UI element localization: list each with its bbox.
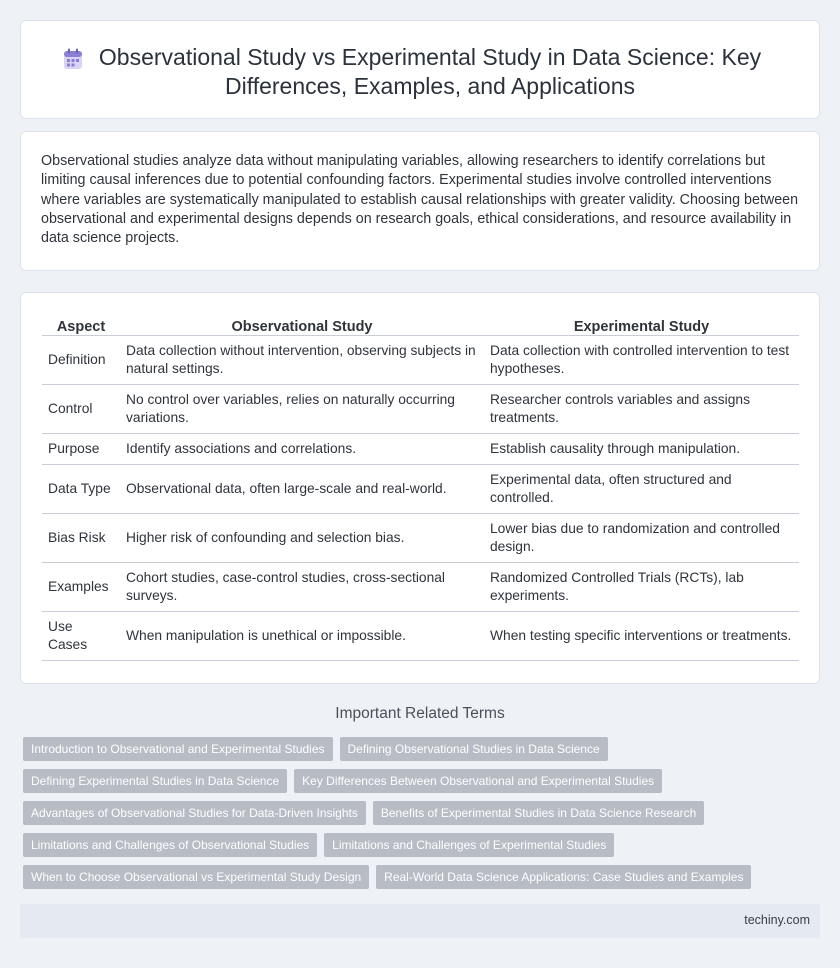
experimental-cell: Researcher controls variables and assigns treatments. [484,385,799,434]
experimental-cell: Randomized Controlled Trials (RCTs), lab experiments. [484,563,799,612]
aspect-cell: Data Type [42,465,120,514]
related-term-tag[interactable]: Defining Experimental Studies in Data Science [23,769,287,793]
comparison-card [20,292,820,684]
intro-paragraph: Observational studies analyze data without manipulating variables, allowing researchers to identify correlations but limiting causal inferences due to potential confounding factors. Experimental studies involve controlled interventions where variables are systematically manipulated to establish causal relationships with greater validity. Choosing between observational and experimental designs depends on research goals, ethical considerations, and resource availability in data science projects. [41,153,799,247]
related-term-tag[interactable]: Limitations and Challenges of Experimental Studies [324,833,614,857]
intro-card [20,131,820,271]
header-observational: Observational Study [120,314,484,336]
experimental-cell: Establish causality through manipulation. [484,434,799,465]
title-card [20,20,820,119]
header-aspect: Aspect [42,314,120,336]
experimental-cell: Data collection with controlled intervention to test hypotheses. [484,336,799,385]
related-term-tag[interactable]: Limitations and Challenges of Observational Studies [23,833,317,857]
related-term-tag[interactable]: Real-World Data Science Applications: Case Studies and Examples [376,865,751,889]
table-row [42,465,799,514]
observational-cell: Observational data, often large-scale and real-world. [120,465,484,514]
table-row [42,336,799,385]
table-header-row [42,314,799,336]
aspect-cell: Examples [42,563,120,612]
related-term-tag[interactable]: Key Differences Between Observational and Experimental Studies [294,769,662,793]
observational-cell: Cohort studies, case-control studies, cross-sectional surveys. [120,563,484,612]
observational-cell: When manipulation is unethical or impossible. [120,612,484,661]
observational-cell: Data collection without intervention, observing subjects in natural settings. [120,336,484,385]
aspect-cell: Use Cases [42,612,120,661]
observational-cell: Higher risk of confounding and selection bias. [120,514,484,563]
header-experimental: Experimental Study [484,314,799,336]
site-name[interactable]: techiny.com [744,913,810,927]
related-term-tag[interactable]: When to Choose Observational vs Experimental Study Design [23,865,369,889]
experimental-cell: Lower bias due to randomization and controlled design. [484,514,799,563]
aspect-cell: Definition [42,336,120,385]
footer [20,904,820,938]
page-title: Observational Study vs Experimental Study in Data Science: Key Differences, Examples, and Applications [98,44,762,99]
related-term-tag[interactable]: Defining Observational Studies in Data Science [340,737,608,761]
related-term-tag[interactable]: Introduction to Observational and Experimental Studies [23,737,333,761]
aspect-cell: Purpose [42,434,120,465]
aspect-cell: Bias Risk [42,514,120,563]
comparison-table [42,314,799,661]
table-row [42,514,799,563]
experimental-cell: When testing specific interventions or treatments. [484,612,799,661]
observational-cell: Identify associations and correlations. [120,434,484,465]
related-terms-title: Important Related Terms [335,705,505,722]
table-row [42,385,799,434]
related-term-tag[interactable]: Advantages of Observational Studies for Data-Driven Insights [23,801,366,825]
experimental-cell: Experimental data, often structured and controlled. [484,465,799,514]
table-row [42,612,799,661]
related-terms-list [23,737,823,897]
observational-cell: No control over variables, relies on naturally occurring variations. [120,385,484,434]
related-term-tag[interactable]: Benefits of Experimental Studies in Data Science Research [373,801,705,825]
aspect-cell: Control [42,385,120,434]
table-row [42,434,799,465]
table-row [42,563,799,612]
